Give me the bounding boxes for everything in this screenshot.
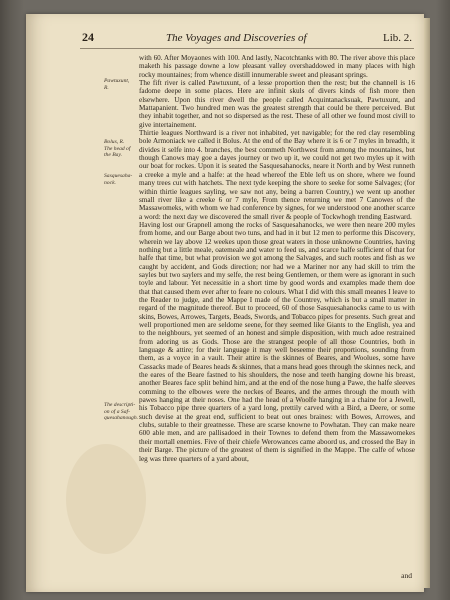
catchword: and bbox=[401, 571, 412, 580]
margin-note-pawtuxunt: Pawtuxunt, R. bbox=[104, 78, 130, 91]
paper-stain bbox=[66, 444, 146, 554]
page-number: 24 bbox=[82, 30, 94, 44]
book-page bbox=[26, 14, 424, 592]
margin-note-sasquesahanock: Sasquesaha- nock. bbox=[104, 173, 133, 186]
margin-note-description: The descripti- on of a Saf- quesahanough. bbox=[104, 402, 139, 422]
running-title: The Voyages and Discoveries of bbox=[166, 32, 307, 44]
margin-note-bolus: Bolus, R. The head of the Bay. bbox=[104, 139, 131, 159]
body-text: with 60. After Moyaones with 100. And lastly, Nacotchtanks with 80. The river above this place maketh his passage downe a low pleasant valley overshaddowed in many places with high rocky mountaines; from whence distill innumerable sweet and pleasant springs. The fift river is called Pawtuxunt, of a lesse proportion then the rest; but the channell is 16 fadome deepe in some places. Here are infinit skuls of divers kinds of fish more then elsewhere. Upon this river dwell the people called Acquintanacksuak, Pawtuxunt, and Mattapanient. Two hundred men was the greatest strength that could be there perceived. But they inhabit together, and not so dispersed as the rest. These of all other we found most civill to give intertainement. Thirtie leagues Northward is a river not inhabited, yet navigable; for the red clay resembling bole Armoniack we called it Bolus. At the end of the Bay where it is 6 or 7 myles in breadth, it divides it selfe into 4. branches, the best commeth Northwest from among the mountaines, but though Canows may goe a dayes journey or two up it, we could not get two myles up it with our boat for rockes. Upon it is seated the Sasquesahanocks, neare it North and by West runneth a creeke a myle and a halfe: at the head whereof the Eble left us on shore, where we found many trees cut with hatchets. The next tyde keeping the shore to seeke for some Salvages; (for within thirtie leagues sayling, we saw not any, being a barren Country,) we went up another small river like a creeke 6 or 7 myle, From thence returning we met 7 Canowes of the Massawomeks, with whom we had conference by signes, for we understood one another scarce a word: the next day we discovered the small river & people of Tockwhogh trending Eastward. Having lost our Grapnell among the rocks of Sasquesahanocks, we were then neare 200 myles from home, and our Barge about two tuns, and had in it but 12 men to performe this Discovery, wherein we lay above 12 weekes upon those great waters in those unknowne Countries, having nothing but a little meale, oatemeale and water to feed us, and scarce halfe sufficient of that for halfe that time, but what provision we got among the Salvages, and such rootes and fish as we caught by accident, and Gods direction; nor had we a Mariner nor any had skill to trim the sayles but two saylers and my selfe, the rest being Gentlemen, or them were as ignorant in such toyle and labour. Yet necessitie in a short time by good words and examples made them doe that that caused them ever after to feare no colours. What I did with this small meanes I leave to the Reader to judge, and the Mappe I made of the Countrey, which is but a small matter in regard of the magnitude thereof. But to proceed, 60 of those Sasquesahanocks came to us with skins, Bowes, Arrowes, Targets, Beads, Swords, and Tobacco pipes for presents. Such great and well proportioned men are seldome seene, for they seemed like Giants to the English, yea and to the neighbours, yet seemed of an honest and simple disposition, with much adoe restrained from adoring us as Gods. Those are the strangest people of all those Countries, both in language & attire; for their language it may well beseeme their proportions, sounding from them, as a voyce in a vault. Their attire is the skinnes of Beares, and Woolues, some have Cassacks made of Beares heads & skinnes, that a mans head goes through the skinnes neck, and the eares of the Beare fastned to his shoulders, the nose and teeth hanging downe his breast, another Beares face split behind him, and at the end of the nose hung a Pawe, the halfe sleeves comming to the elbowes were the neckes of Beares, and the armes through the mouth with pawes hanging at their noses. One had the head of a Woolfe hanging in a chaine for a Jewell, his Tobacco pipe three quarters of a yard long, prettily carved with a Bird, a Deere, or some such devise at the great end, sufficient to beat out ones braines: with Bowes, Arrowes, and clubs, sutable to their greatnesse. These are scarse knowne to Powhatan. They can make neare 600 able men, and are pallisadoed in their Townes to defend them from the Massawomekes their mortall enemies. Five of their chiefe Werowances came aboord us, and crossed the Bay in their Barge. The picture of the greatest of them is signified in the Mappe. The calfe of whose leg was three quarters of a yard about, bbox=[139, 54, 415, 463]
header-rule bbox=[80, 48, 414, 49]
running-header bbox=[26, 30, 424, 50]
section-label: Lib. 2. bbox=[382, 32, 412, 44]
